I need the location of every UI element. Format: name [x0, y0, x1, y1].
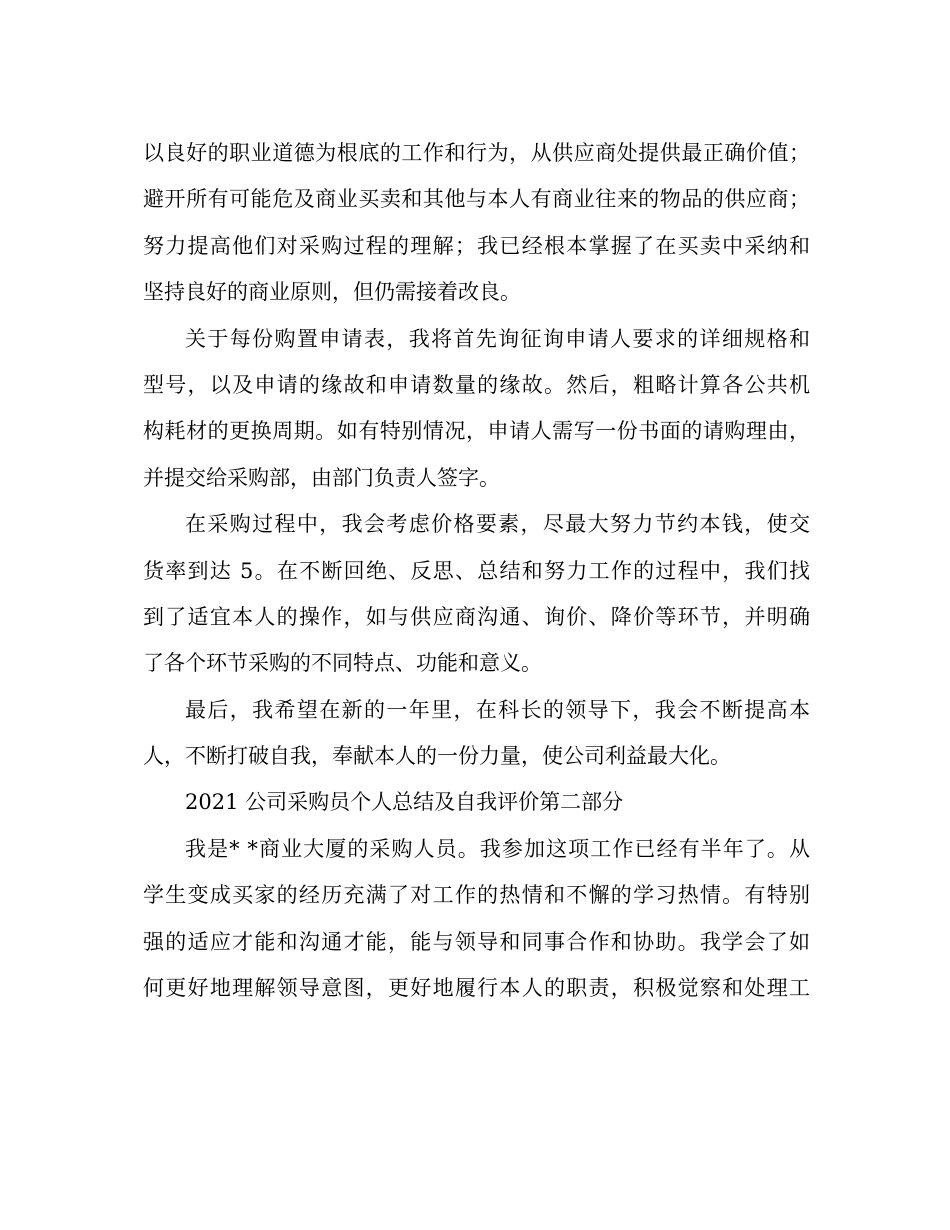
text-line-17: 学生变成买家的经历充满了对工作的热情和不懈的学习热情。有特别 — [143, 883, 810, 908]
text-line-8: 并提交给采购部，由部门负责人签字。 — [143, 465, 500, 490]
document-body — [143, 130, 810, 1011]
text-line-9: 在采购过程中，我会考虑价格要素，尽最大努力节约本钱，使交 — [185, 512, 810, 537]
text-line-19: 何更好地理解领导意图，更好地履行本人的职责，积极觉察和处理工 — [143, 976, 810, 1001]
text-line-3: 努力提高他们对采购过程的理解；我已经根本掌握了在买卖中采纳和 — [143, 233, 810, 258]
section-heading: 2021 公司采购员个人总结及自我评价第二部分 — [185, 790, 624, 815]
text-line-13: 最后，我希望在新的一年里，在科长的领导下，我会不断提高本 — [185, 697, 810, 722]
text-line-18: 强的适应才能和沟通才能，能与领导和同事合作和协助。我学会了如 — [143, 929, 810, 954]
text-line-7: 构耗材的更换周期。如有特别情况，申请人需写一份书面的请购理由， — [143, 419, 810, 444]
text-line-2: 避开所有可能危及商业买卖和其他与本人有商业往来的物品的供应商； — [143, 187, 810, 212]
text-line-6: 型号，以及申请的缘故和申请数量的缘故。然后，粗略计算各公共机 — [143, 372, 810, 397]
text-line-14: 人，不断打破自我，奉献本人的一份力量，使公司利益最大化。 — [143, 744, 731, 769]
text-line-5: 关于每份购置申请表，我将首先询征询申请人要求的详细规格和 — [185, 326, 810, 351]
text-line-1: 以良好的职业道德为根底的工作和行为，从供应商处提供最正确价值； — [143, 141, 810, 165]
text-line-10: 货率到达 5。在不断回绝、反思、总结和努力工作的过程中，我们找 — [143, 558, 810, 583]
text-line-12: 了各个环节采购的不同特点、功能和意义。 — [143, 651, 542, 676]
text-line-11: 到了适宜本人的操作，如与供应商沟通、询价、降价等环节，并明确 — [143, 604, 810, 629]
text-line-4: 坚持良好的商业原则，但仍需接着改良。 — [143, 280, 521, 305]
text-line-16: 我是* *商业大厦的采购人员。我参加这项工作已经有半年了。从 — [185, 836, 810, 861]
